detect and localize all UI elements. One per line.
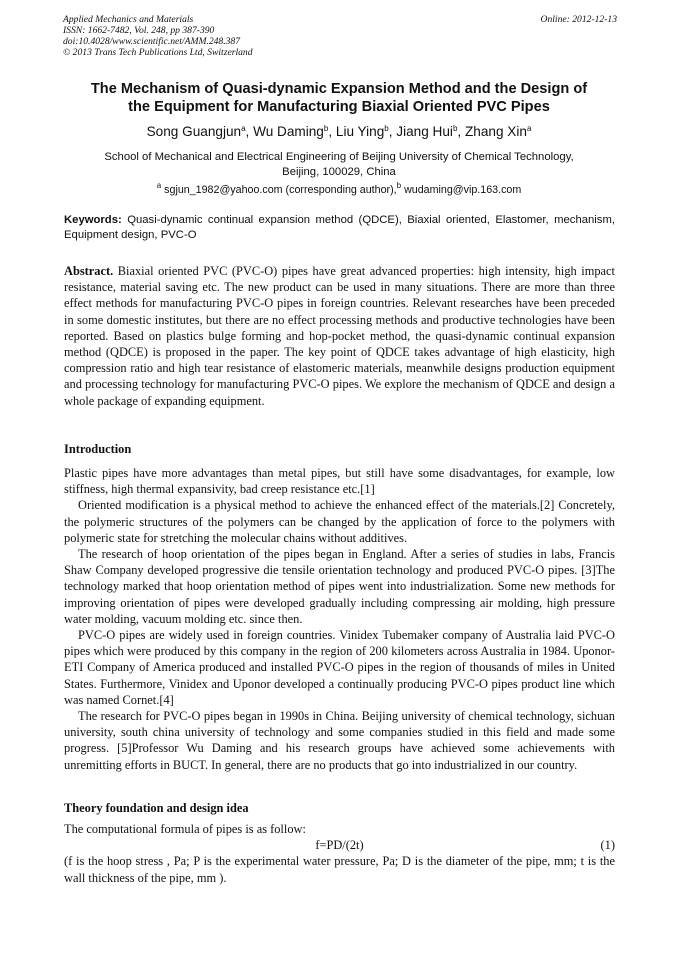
copyright-line: © 2013 Trans Tech Publications Ltd, Switzerland <box>63 47 253 58</box>
abstract <box>64 263 615 409</box>
email-a: sgjun_1982@yahoo.com (corresponding author), <box>164 184 397 196</box>
section-heading-theory: Theory foundation and design idea <box>64 801 249 815</box>
title-line-1: The Mechanism of Quasi-dynamic Expansion Method and the Design of <box>90 81 588 97</box>
equation-number: (1) <box>600 838 615 853</box>
section-heading-introduction: Introduction <box>64 442 132 456</box>
paragraph: (f is the hoop stress , Pa; P is the experimental water pressure, Pa; D is the diameter of the pipe, mm; t is the wall thickness of the pipe, mm ). <box>64 854 615 885</box>
introduction-body <box>64 465 615 773</box>
abstract-label: Abstract. <box>64 264 114 278</box>
affiliation-line-1: School of Mechanical and Electrical Engineering of Beijing University of Chemical Technology, <box>104 151 574 163</box>
email-mark-b: b <box>396 181 402 190</box>
paragraph: The research of hoop orientation of the pipes began in England. After a series of studies in labs, Francis Shaw Company developed progressive die tensile orientation technology and produced PVC-O pipes. [3]The technology marked that hoop orientation method of pipes went into industrialization. Some new methods for improving orientation of pipes were developed gradually including compressing air molding, high pressure water molding, vacuum molding etc. since then. <box>64 547 615 626</box>
journal-name: Applied Mechanics and Materials <box>63 14 194 25</box>
email-b: wudaming@vip.163.com <box>404 184 522 196</box>
paragraph: The computational formula of pipes is as follow: <box>64 822 306 836</box>
author-affil-mark: b <box>384 124 389 133</box>
author-name: Song Guangjun <box>146 124 242 139</box>
author-affil-mark: a <box>241 124 246 133</box>
author-name: Wu Daming <box>253 124 324 139</box>
keywords <box>64 213 615 242</box>
keywords-label: Keywords: <box>64 214 122 226</box>
paragraph: PVC-O pipes are widely used in foreign countries. Vinidex Tubemaker company of Australia laid PVC-O pipes which were produced by this company in the region of 200 kilometers across Australia in 1984. Uponor-ETI Company of America produced and installed PVC-O pipes in the region of thousands of miles in United States. Furthermore, Vinidex and Uponor developed a continually producing PVC-O pipes product line which was named Cornet.[4] <box>64 628 615 707</box>
affiliation-line-2: Beijing, 100029, China <box>282 166 396 178</box>
paragraph: The research for PVC-O pipes began in 1990s in China. Beijing university of chemical technology, sichuan university, south china university of technology and some companies studied in this field and made some progress. [5]Professor Wu Daming and his research groups have achieved some achievements with unremitting efforts in BUCT. In general, there are no products that go into industrialized in our country. <box>64 709 615 772</box>
email-mark-a: a <box>156 181 162 190</box>
title-line-2: the Equipment for Manufacturing Biaxial Oriented PVC Pipes <box>128 99 550 115</box>
author-affil-mark: b <box>323 124 329 133</box>
theory-body <box>64 821 615 886</box>
issn-line: ISSN: 1662-7482, Vol. 248, pp 387-390 <box>63 25 215 36</box>
journal-header <box>63 14 617 58</box>
online-date: Online: 2012-12-13 <box>540 14 617 25</box>
paragraph: Plastic pipes have more advantages than metal pipes, but still have some disadvantages, for example, low stiffness, high thermal expansivity, bad creep resistance etc.[1] <box>64 466 615 497</box>
equation-formula: f=PD/(2t) <box>315 838 364 853</box>
keywords-text: Quasi-dynamic continual expansion method (QDCE), Biaxial oriented, Elastomer, mechanism, Equipment design, PVC-O <box>64 214 615 241</box>
author-affil-mark: b <box>452 124 458 133</box>
equation <box>64 837 615 853</box>
author-list: Song Guangjun$^a$, Wu Daming$^b$, Liu Ying$^b$, Jiang Hui$^b$, Zhang Xin$^a$ <box>146 124 532 139</box>
abstract-text: Biaxial oriented PVC (PVC-O) pipes have great advanced properties: high intensity, high impact resistance, material saving etc. The new product can be used in many situations. There are more than three effect methods for manufacturing PVC-O pipes in foreign countries. Relevant researches have been preceded in some domestic institutes, but there are no effect processing methods and productive technologies have been reported. Based on plastics bulge forming and hop-pocket method, the quasi-dynamic continual expansion method (QDCE) is proposed in the paper. The key point of QDCE takes advantage of high elasticity, high compression ratio and high tear resistance of elastomeric materials, meanwhile designs production equipment and processing technology for manufacturing PVC-O pipes. We explore the mechanism of QDCE and design a whole package of expanding equipment. <box>64 264 615 408</box>
author-name: Zhang Xin <box>464 124 527 139</box>
doi-line: doi:10.4028/www.scientific.net/AMM.248.387 <box>63 36 241 47</box>
paragraph: Oriented modification is a physical method to achieve the enhanced effect of the materials.[2] Concretely, the polymeric structures of the polymers can be changed by the application of force to the polymers with polymeric state for stretching the molecular chains without additives. <box>64 498 615 545</box>
author-name: Jiang Hui <box>396 124 453 139</box>
author-emails <box>40 183 638 197</box>
author-affil-mark: a <box>526 124 532 133</box>
author-name: Liu Ying <box>335 124 385 139</box>
paper-title <box>40 80 638 116</box>
affiliation <box>60 150 618 180</box>
